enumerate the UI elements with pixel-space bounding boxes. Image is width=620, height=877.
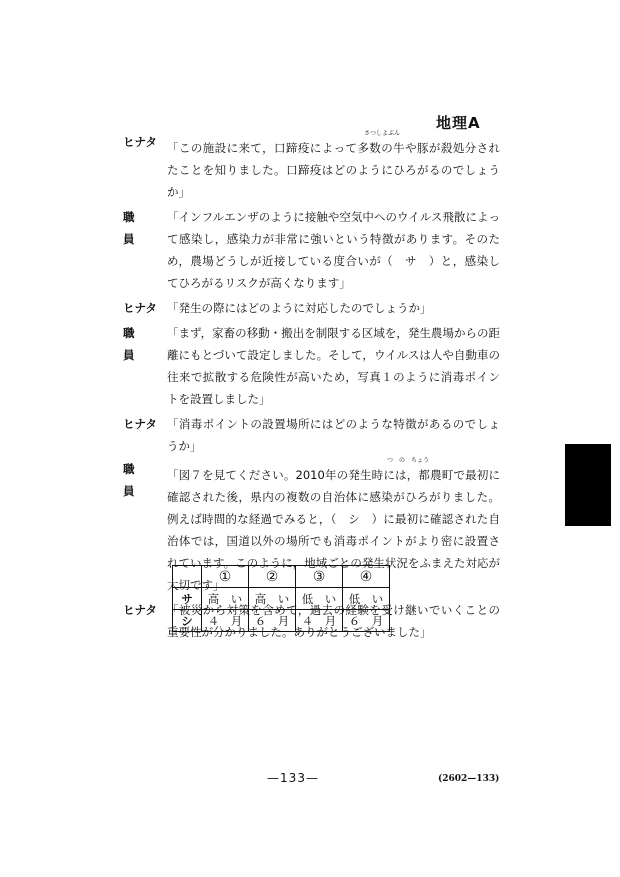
table-cell: 高 い: [202, 588, 249, 610]
choice-header: ④: [343, 566, 390, 588]
table-row: [173, 610, 390, 632]
dialogue-entry: [123, 206, 503, 294]
table-corner-cell: [173, 566, 202, 588]
answer-table: [172, 565, 390, 632]
speaker-label: 職員: [123, 462, 148, 498]
speaker-label: ヒナタ: [123, 301, 157, 315]
dialogue-text: 「消毒ポイントの設置場所にはどのような特徴があるのでしょうか」: [167, 417, 500, 453]
dialogue-entry: [123, 297, 503, 319]
choice-header: ①: [202, 566, 249, 588]
table-cell: 低 い: [343, 588, 390, 610]
subject-title: 地理A: [436, 114, 481, 132]
dialogue-text: 「インフルエンザのように接触や空気中へのウイルス飛散によって感染し，感染力が非常に強いという特徴があります。そのため，農場どうしが近接している度合いが（ サ ）と，感染してひろがるリスクが高くなります」: [167, 210, 500, 290]
table-header-row: [173, 566, 390, 588]
row-label: シ: [173, 610, 202, 632]
ruby-annotation: さつしよぶん: [364, 130, 401, 137]
speaker-label: ヒナタ: [123, 135, 157, 149]
dialogue-entry: [123, 413, 503, 457]
table-cell: 低 い: [296, 588, 343, 610]
table-cell: ４ 月: [296, 610, 343, 632]
page-code: (2602—133): [438, 774, 500, 784]
dialogue-entry: [123, 322, 503, 410]
speaker-label: ヒナタ: [123, 603, 157, 617]
page-number: —133—: [267, 771, 319, 785]
table-row: [173, 588, 390, 610]
table-cell: ４ 月: [202, 610, 249, 632]
choice-header: ②: [249, 566, 296, 588]
dialogue-text: つ の ちょう 「図７を見てください。2010年の発生時には，都農町で最初に確認された後，県内の複数の自治体に感染がひろがりました。例えば時間的な経過でみると，（ シ ）に最初に確認された自治体では，国道以外の場所でも消毒ポイントがより密に設置されています。このように，地域ごとの発生状況をふまえた対応が大切です」: [167, 457, 500, 592]
table-cell: 高 い: [249, 588, 296, 610]
dialogue-text: 「まず，家畜の移動・搬出を制限する区域を，発生農場からの距離にもとづいて設定しました。そして，ウイルスは人や自動車の往来で拡散する危険性が高いため，写真１のように消毒ポイントを設置しました」: [167, 326, 500, 406]
speaker-label: 職員: [123, 326, 148, 362]
choice-header: ③: [296, 566, 343, 588]
row-label: サ: [173, 588, 202, 610]
table-cell: ６ 月: [249, 610, 296, 632]
dialogue-entry: [123, 131, 503, 203]
ruby-annotation: つ の ちょう: [387, 457, 430, 464]
table-cell: ６ 月: [343, 610, 390, 632]
dialogue-text: 「被災から対策を含めて，過去の経験を受け継いでいくことの重要性が分かりました。ありがとうございました」: [167, 603, 500, 639]
side-index-tab: [565, 444, 611, 526]
speaker-label: ヒナタ: [123, 417, 157, 431]
dialogue-text: さつしよぶん 「この施設に来て，口蹄疫によって多数の牛や豚が殺処分されたことを知りました。口蹄疫はどのようにひろがるのでしょうか」: [167, 130, 500, 199]
speaker-label: 職員: [123, 210, 148, 246]
dialogue-text: 「発生の際にはどのように対応したのでしょうか」: [167, 301, 432, 315]
